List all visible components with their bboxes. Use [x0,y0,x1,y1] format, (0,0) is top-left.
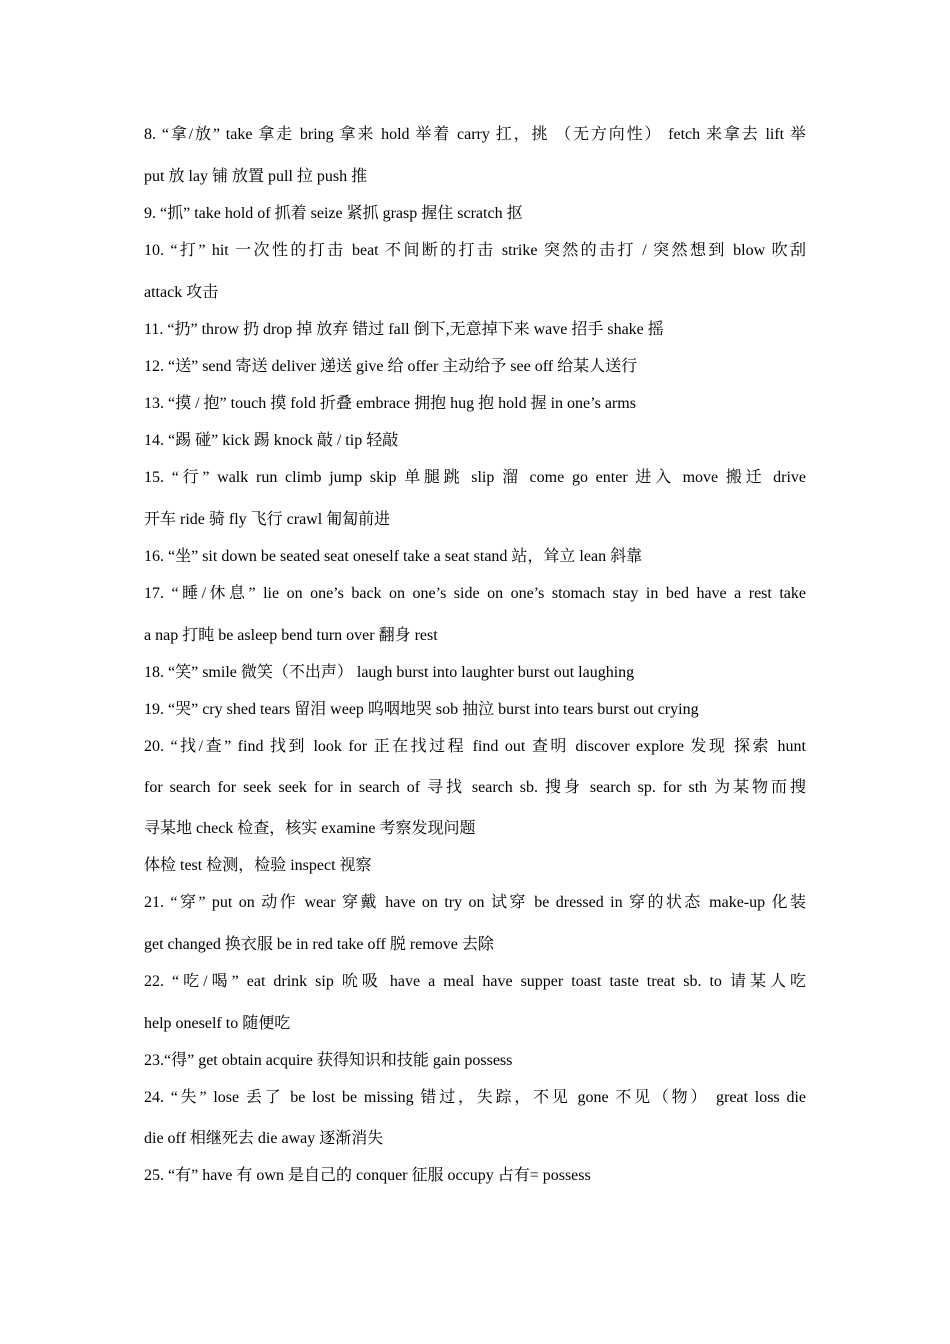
text-line: 体检 test 检测，检验 inspect 视察 [144,857,372,874]
text-line: attack 攻击 [144,284,219,301]
text-line: 18. “笑” smile 微笑（不出声） laugh burst into laughter burst out laughing [144,664,635,681]
text-line: 14. “踢 碰” kick 踢 knock 敲 / tip 轻敲 [144,432,399,449]
text-line: 13. “摸 / 抱” touch 摸 fold 折叠 embrace 拥抱 hug 抱 hold 握 in one’s arms [144,395,636,412]
text-line: put 放 lay 铺 放置 pull 拉 push 推 [144,168,368,185]
document-body [144,120,806,1187]
text-line: 24. “失” lose 丢了 be lost be missing 错过，失踪，不见 gone 不见（物） great loss die [144,1089,806,1106]
text-line: 12. “送” send 寄送 deliver 递送 give 给 offer 主动给予 see off 给某人送行 [144,358,638,375]
text-line: 寻某地 check 检查，核实 examine 考察发现问题 [144,820,476,837]
text-line: 21. “穿” put on 动作 wear 穿戴 have on try on 试穿 be dressed in 穿的状态 make-up 化装 [144,894,806,911]
text-line: 19. “哭” cry shed tears 留泪 weep 呜咽地哭 sob 抽泣 burst into tears burst out crying [144,701,699,718]
text-line: get changed 换衣服 be in red take off 脱 remove 去除 [144,936,494,953]
text-line: 开车 ride 骑 fly 飞行 crawl 匍匐前进 [144,511,391,528]
text-line: 23.“得” get obtain acquire 获得知识和技能 gain possess [144,1052,513,1069]
text-line: 20. “找/查” find 找到 look for 正在找过程 find out 查明 discover explore 发现 探索 hunt [144,738,806,755]
text-line: 15. “行” walk run climb jump skip 单腿跳 slip 溜 come go enter 进入 move 搬迁 drive [144,469,806,486]
text-line: help oneself to 随便吃 [144,1015,291,1032]
text-line: 22. “吃/喝” eat drink sip 吮吸 have a meal have supper toast taste treat sb. to 请某人吃 [144,973,806,990]
text-line: 25. “有” have 有 own 是自己的 conquer 征服 occupy 占有= possess [144,1167,591,1184]
text-line: 8. “拿/放” take 拿走 bring 拿来 hold 举着 carry 扛，挑 （无方向性） fetch 来拿去 lift 举 [144,126,806,143]
text-line: 16. “坐” sit down be seated seat oneself take a seat stand 站，耸立 lean 斜靠 [144,548,643,565]
text-line: 9. “抓” take hold of 抓着 seize 紧抓 grasp 握住 scratch 抠 [144,205,523,222]
text-line: 11. “扔” throw 扔 drop 掉 放弃 错过 fall 倒下,无意掉下来 wave 招手 shake 摇 [144,321,664,338]
text-line: die off 相继死去 die away 逐渐消失 [144,1130,384,1147]
text-line: 10. “打” hit 一次性的打击 beat 不间断的打击 strike 突然的击打 / 突然想到 blow 吹刮 [144,242,806,259]
text-line: a nap 打盹 be asleep bend turn over 翻身 rest [144,627,438,644]
text-line: for search for seek seek for in search of 寻找 search sb. 搜身 search sp. for sth 为某物而搜 [144,779,806,796]
text-line: 17. “睡/休息” lie on one’s back on one’s side on one’s stomach stay in bed have a rest take [144,585,806,602]
